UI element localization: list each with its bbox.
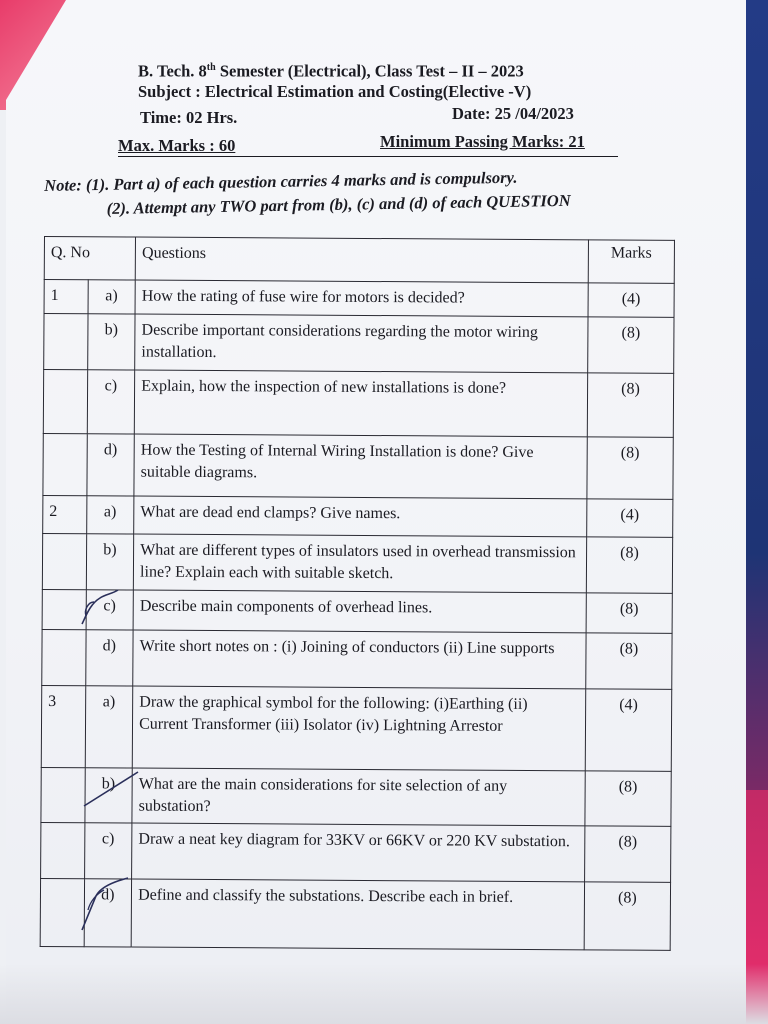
question-part: b) bbox=[87, 314, 135, 370]
table-row bbox=[44, 280, 674, 318]
question-text: Draw the graphical symbol for the following: (i)Earthing (ii) Current Transformer (iii) Isolator (iv) Lightning Arrestor bbox=[132, 686, 585, 771]
note-line-2: (2). Attempt any TWO part from (b), (c) and (d) of each QUESTION bbox=[106, 190, 571, 218]
question-text: Write short notes on : (i) Joining of conductors (ii) Line supports bbox=[133, 630, 586, 689]
table-row bbox=[41, 767, 671, 826]
question-marks: (4) bbox=[588, 283, 674, 318]
question-part: d) bbox=[84, 879, 132, 947]
question-part: d) bbox=[86, 434, 134, 496]
question-text: What are the main considerations for site selection of any substation? bbox=[132, 768, 585, 826]
question-number: 3 bbox=[41, 685, 85, 767]
question-number: 2 bbox=[43, 495, 87, 533]
question-text: Describe important considerations regarding the motor wiring installation. bbox=[135, 314, 588, 373]
question-marks: (8) bbox=[585, 771, 671, 827]
header-questions: Questions bbox=[135, 237, 588, 283]
question-number bbox=[41, 822, 85, 878]
question-number bbox=[42, 629, 86, 685]
question-number bbox=[40, 878, 84, 946]
question-marks: (8) bbox=[584, 882, 671, 951]
question-part: c) bbox=[87, 370, 135, 434]
table-row bbox=[42, 629, 672, 689]
table-row bbox=[40, 878, 670, 950]
date-line: Date: 25 /04/2023 bbox=[452, 104, 574, 123]
background-blue-strip bbox=[746, 0, 768, 790]
question-text: What are dead end clamps? Give names. bbox=[134, 496, 587, 537]
question-part: a) bbox=[88, 280, 136, 314]
question-number bbox=[43, 433, 87, 495]
question-text: What are different types of insulators used in overhead transmission line? Explain each with suitable sketch. bbox=[133, 534, 586, 593]
question-marks: (8) bbox=[586, 593, 672, 634]
subject-line: Subject : Electrical Estimation and Costing(Elective -V) bbox=[138, 82, 532, 101]
question-text: Describe main components of overhead lines. bbox=[133, 590, 586, 633]
question-part: a) bbox=[85, 686, 133, 768]
question-marks: (8) bbox=[587, 373, 674, 438]
question-text: Define and classify the substations. Describe each in brief. bbox=[131, 879, 584, 950]
question-number bbox=[42, 533, 86, 589]
questions-table bbox=[40, 236, 675, 951]
question-text: How the Testing of Internal Wiring Installation is done? Give suitable diagrams. bbox=[134, 434, 587, 499]
question-marks: (8) bbox=[587, 437, 674, 500]
question-number bbox=[44, 314, 88, 370]
table-row bbox=[41, 685, 671, 771]
table-row bbox=[42, 533, 672, 593]
table-row bbox=[44, 314, 674, 374]
table-header-row bbox=[44, 237, 674, 284]
question-text: Explain, how the inspection of new installations is done? bbox=[134, 370, 587, 437]
question-marks: (8) bbox=[586, 537, 672, 594]
table-row bbox=[41, 822, 671, 882]
header-marks: Marks bbox=[588, 240, 674, 284]
note-line-1: Note: (1). Part a) of each question carries 4 marks and is compulsory. bbox=[44, 167, 518, 195]
question-part: a) bbox=[86, 496, 134, 534]
question-number bbox=[42, 589, 86, 629]
question-number bbox=[43, 370, 87, 434]
question-text: Draw a neat key diagram for 33KV or 66KV or 220 KV substation. bbox=[132, 823, 585, 882]
table-row bbox=[42, 589, 672, 633]
question-part: c) bbox=[84, 823, 132, 879]
question-number: 1 bbox=[44, 280, 88, 314]
table-row bbox=[43, 433, 673, 499]
question-part: b) bbox=[86, 534, 134, 590]
time-line: Time: 02 Hrs. bbox=[140, 108, 238, 127]
max-marks-line: Max. Marks : 60 bbox=[118, 136, 236, 155]
question-number bbox=[41, 767, 85, 822]
question-part: d) bbox=[85, 630, 133, 686]
question-text: How the rating of fuse wire for motors is decided? bbox=[135, 280, 588, 317]
question-marks: (4) bbox=[585, 689, 672, 772]
header-underline bbox=[118, 156, 618, 157]
question-marks: (8) bbox=[584, 826, 670, 883]
question-part: b) bbox=[84, 768, 132, 823]
question-marks: (8) bbox=[588, 317, 674, 374]
table-row bbox=[43, 370, 673, 438]
table-row bbox=[43, 495, 673, 537]
min-passing-line: Minimum Passing Marks: 21 bbox=[380, 132, 585, 151]
header-qno: Q. No bbox=[44, 237, 135, 281]
question-marks: (4) bbox=[587, 499, 673, 538]
background-bottom-shadow bbox=[0, 964, 768, 1024]
question-part: c) bbox=[86, 590, 134, 630]
question-marks: (8) bbox=[586, 633, 672, 690]
course-title: B. Tech. 8th Semester (Electrical), Class Test – II – 2023 bbox=[138, 61, 524, 81]
